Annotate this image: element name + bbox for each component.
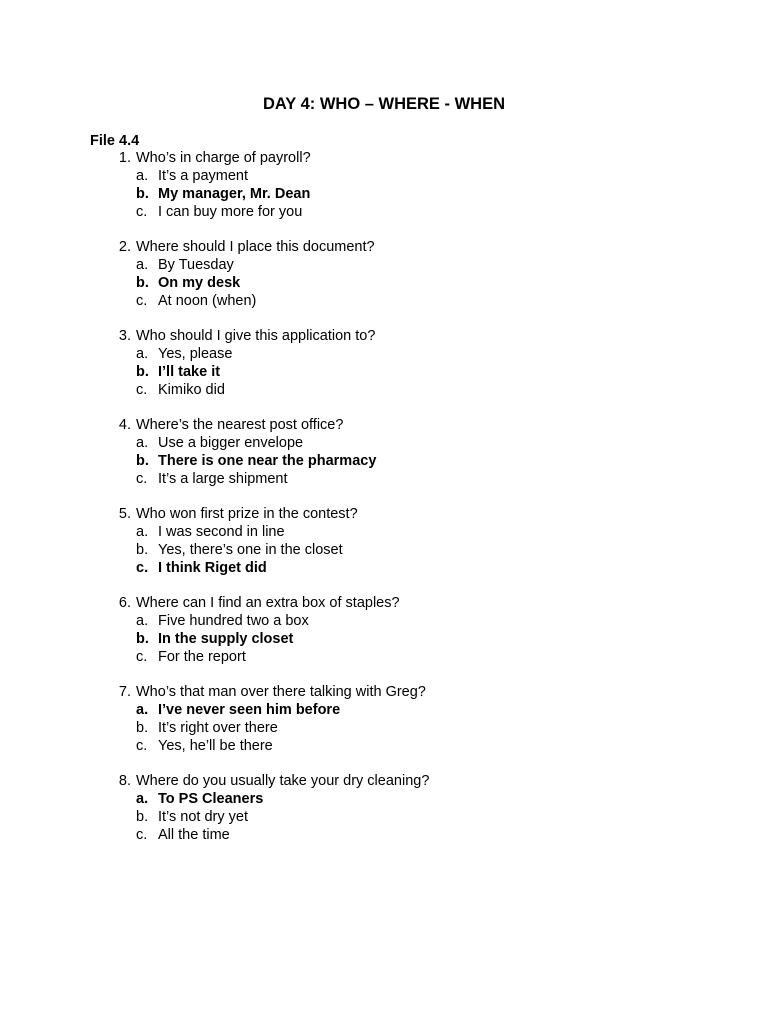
option-a-correct [0, 790, 768, 808]
option-letter: c. [136, 293, 148, 309]
option-a [0, 523, 768, 541]
option-letter: a. [136, 435, 149, 451]
question-text: Where do you usually take your dry cleaning? [136, 773, 430, 789]
question-number: 6. [118, 595, 131, 611]
question-6 [0, 594, 768, 666]
option-text: Yes, please [158, 346, 233, 362]
option-text: Kimiko did [158, 382, 225, 398]
option-a-correct [0, 701, 768, 719]
option-letter: a. [136, 791, 149, 807]
option-text: I think Riget did [158, 560, 267, 576]
question-text: Where can I find an extra box of staples? [136, 595, 400, 611]
option-letter: a. [136, 257, 149, 273]
question-4 [0, 416, 768, 488]
option-text: Yes, there’s one in the closet [158, 542, 343, 558]
option-a [0, 256, 768, 274]
option-c-correct [0, 559, 768, 577]
option-letter: a. [136, 168, 149, 184]
option-letter: b. [136, 809, 149, 825]
option-c [0, 648, 768, 666]
option-b-correct [0, 630, 768, 648]
option-letter: c. [136, 827, 148, 843]
option-letter: c. [136, 382, 148, 398]
question-text: Where’s the nearest post office? [136, 417, 344, 433]
option-letter: b. [136, 720, 149, 736]
option-letter: c. [136, 560, 149, 576]
option-c [0, 826, 768, 844]
option-text: All the time [158, 827, 230, 843]
option-c [0, 292, 768, 310]
option-text: It’s a large shipment [158, 471, 288, 487]
file-label: File 4.4 [90, 133, 140, 149]
question-line [0, 327, 768, 345]
question-7 [0, 683, 768, 755]
option-text: There is one near the pharmacy [158, 453, 377, 469]
option-letter: c. [136, 471, 148, 487]
option-letter: c. [136, 204, 148, 220]
option-text: For the report [158, 649, 246, 665]
question-3 [0, 327, 768, 399]
option-text: I can buy more for you [158, 204, 303, 220]
question-5 [0, 505, 768, 577]
option-text: By Tuesday [158, 257, 234, 273]
question-line [0, 772, 768, 790]
question-list [0, 149, 768, 861]
option-text: Use a bigger envelope [158, 435, 304, 451]
option-text: It’s not dry yet [158, 809, 248, 825]
option-b [0, 719, 768, 737]
option-letter: a. [136, 613, 149, 629]
option-c [0, 470, 768, 488]
question-number: 3. [118, 328, 131, 344]
question-line [0, 594, 768, 612]
option-text: It’s a payment [158, 168, 249, 184]
option-letter: c. [136, 738, 148, 754]
option-c [0, 737, 768, 755]
option-c [0, 203, 768, 221]
option-b [0, 541, 768, 559]
option-letter: a. [136, 702, 149, 718]
question-number: 7. [118, 684, 131, 700]
question-line [0, 505, 768, 523]
option-c [0, 381, 768, 399]
option-b-correct [0, 274, 768, 292]
option-letter: b. [136, 542, 149, 558]
question-8 [0, 772, 768, 844]
option-letter: b. [136, 631, 149, 647]
option-a [0, 345, 768, 363]
question-1 [0, 149, 768, 221]
option-text: I’ve never seen him before [158, 702, 341, 718]
question-number: 1. [118, 150, 131, 166]
option-letter: a. [136, 524, 149, 540]
option-letter: a. [136, 346, 149, 362]
question-line [0, 416, 768, 434]
option-a [0, 612, 768, 630]
option-b-correct [0, 363, 768, 381]
option-a [0, 167, 768, 185]
question-number: 2. [118, 239, 131, 255]
page-title: DAY 4: WHO – WHERE - WHEN [262, 95, 506, 113]
option-text: On my desk [158, 275, 241, 291]
option-text: It’s right over there [158, 720, 278, 736]
question-text: Who won first prize in the contest? [136, 506, 358, 522]
question-text: Where should I place this document? [136, 239, 375, 255]
option-letter: b. [136, 453, 149, 469]
option-b-correct [0, 452, 768, 470]
option-text: In the supply closet [158, 631, 294, 647]
question-number: 5. [118, 506, 131, 522]
option-text: Five hundred two a box [158, 613, 309, 629]
option-b [0, 808, 768, 826]
question-number: 4. [118, 417, 131, 433]
question-line [0, 149, 768, 167]
option-a [0, 434, 768, 452]
option-letter: c. [136, 649, 148, 665]
question-text: Who’s in charge of payroll? [136, 150, 311, 166]
option-text: To PS Cleaners [158, 791, 264, 807]
option-text: I’ll take it [158, 364, 221, 380]
option-text: At noon (when) [158, 293, 257, 309]
question-line [0, 683, 768, 701]
question-line [0, 238, 768, 256]
question-number: 8. [118, 773, 131, 789]
option-text: I was second in line [158, 524, 285, 540]
option-letter: b. [136, 186, 149, 202]
question-text: Who’s that man over there talking with Greg? [136, 684, 426, 700]
option-text: My manager, Mr. Dean [158, 186, 311, 202]
question-text: Who should I give this application to? [136, 328, 376, 344]
option-text: Yes, he’ll be there [158, 738, 273, 754]
option-letter: b. [136, 364, 149, 380]
option-b-correct [0, 185, 768, 203]
option-letter: b. [136, 275, 149, 291]
question-2 [0, 238, 768, 310]
